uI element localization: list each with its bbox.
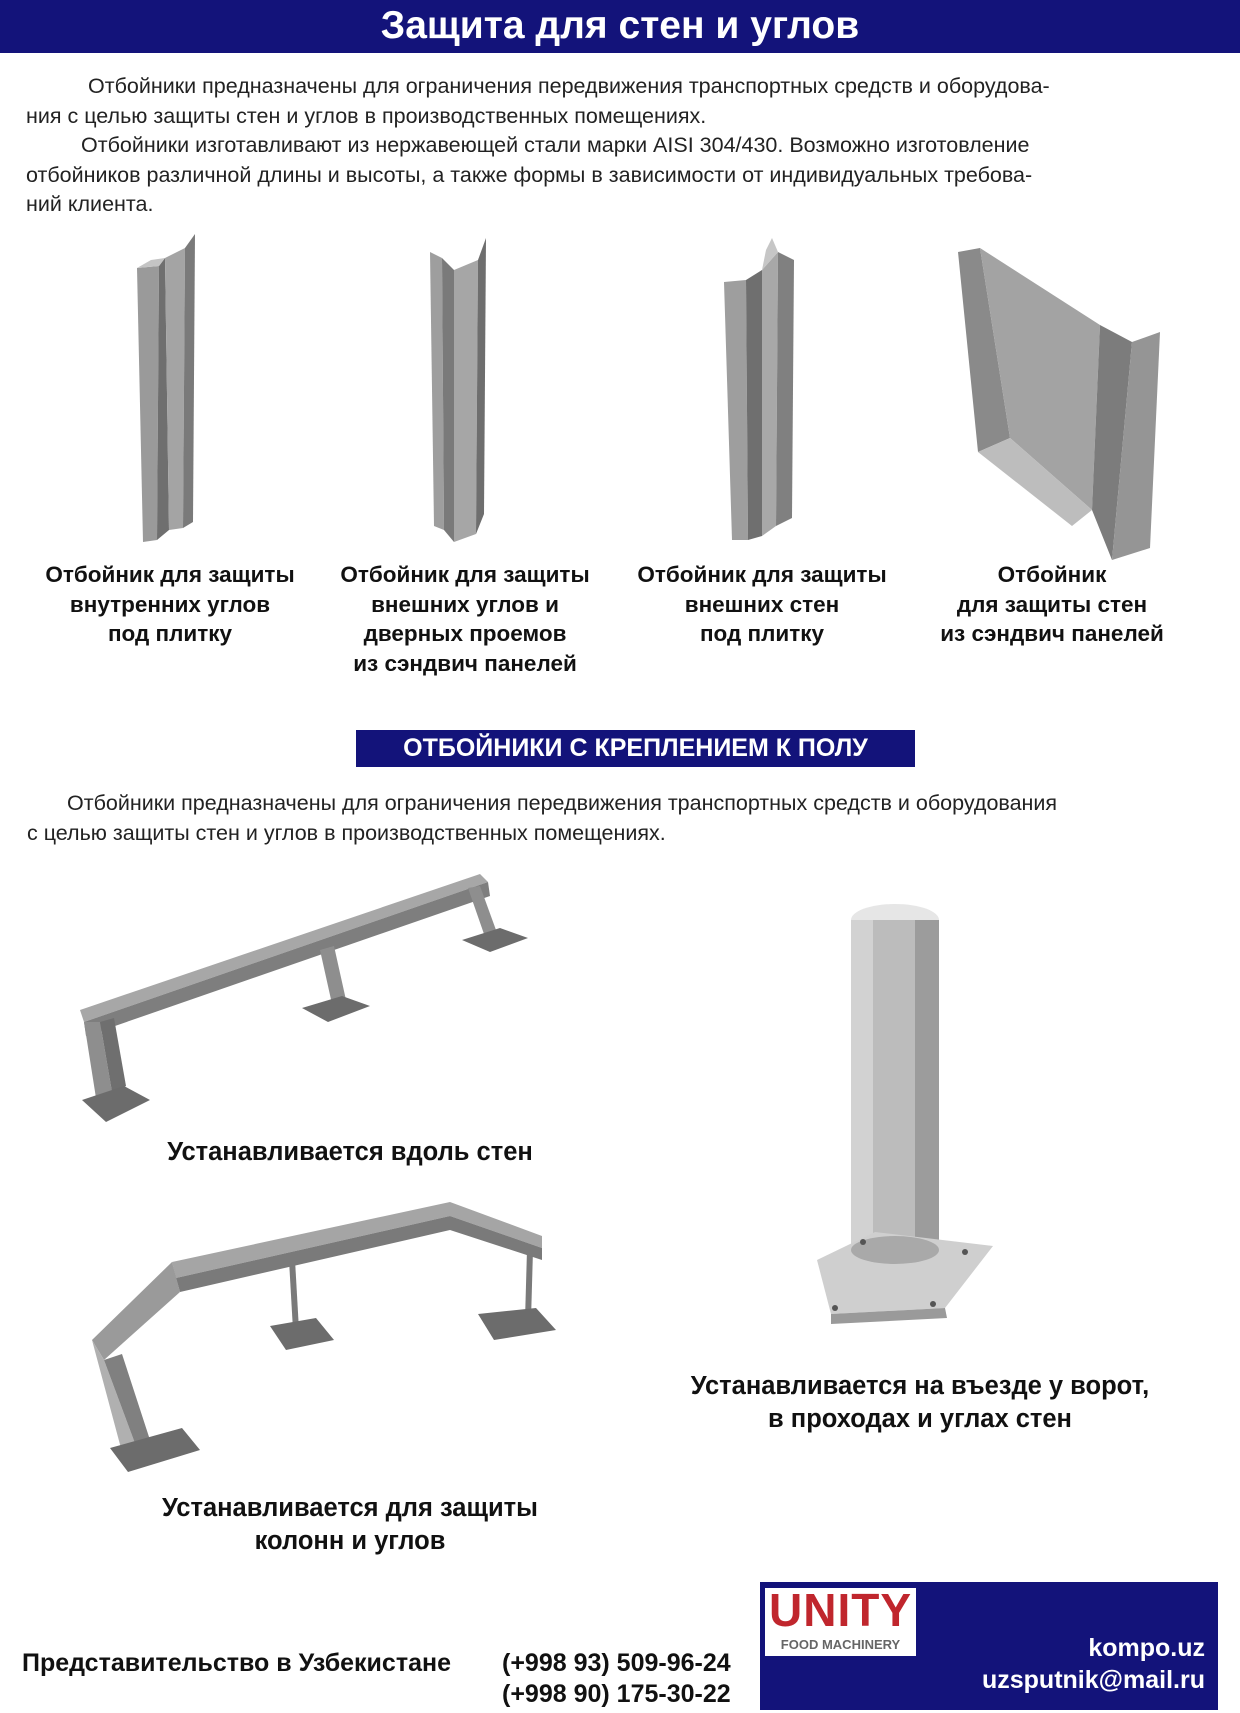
caption-line: из сэндвич панелей bbox=[940, 621, 1164, 646]
product-caption bbox=[912, 560, 1192, 649]
phone-number[interactable]: (+998 90) 175-30-22 bbox=[502, 1680, 731, 1708]
inner-corner-bumper-image bbox=[125, 230, 205, 545]
intro-line: ния с целью защиты стен и углов в производственных помещениях. bbox=[26, 103, 707, 128]
email-link[interactable]: uzsputnik@mail.ru bbox=[981, 1666, 1205, 1694]
caption-line: под плитку bbox=[699, 621, 825, 646]
logo-wordmark: UNITY bbox=[769, 1584, 912, 1636]
phone-number[interactable]: (+998 93) 509-96-24 bbox=[502, 1649, 731, 1677]
intro-paragraph bbox=[26, 72, 1050, 220]
product-caption bbox=[622, 560, 902, 649]
straight-floor-rail-image bbox=[70, 860, 570, 1130]
caption-line: внешних стен bbox=[684, 591, 840, 617]
floor-bollard-image bbox=[815, 890, 1005, 1330]
caption-line: дверных проемов bbox=[363, 621, 567, 646]
product-caption bbox=[30, 560, 310, 649]
outer-corner-bumper-image bbox=[420, 230, 500, 545]
install-caption bbox=[620, 1370, 1220, 1436]
website-link[interactable]: kompo.uz bbox=[1088, 1634, 1205, 1662]
install-line: колонн и углов bbox=[254, 1527, 446, 1555]
caption-line: Отбойник bbox=[997, 562, 1107, 587]
caption-line: внешних углов и bbox=[371, 591, 559, 617]
floor-line: с целью защиты стен и углов в производственных помещениях. bbox=[27, 820, 666, 845]
intro-line: Отбойники изготавливают из нержавеющей стали марки AISI 304/430. Возможно изготовление bbox=[81, 133, 1030, 157]
page-title: Защита для стен и углов bbox=[380, 4, 860, 47]
floor-line: Отбойники предназначены для ограничения передвижения транспортных средств и оборудования bbox=[67, 791, 1058, 815]
caption-line: внутренних углов bbox=[69, 591, 271, 617]
logo-subtitle: FOOD MACHINERY bbox=[780, 1637, 901, 1652]
caption-line: под плитку bbox=[107, 621, 233, 646]
caption-line: из сэндвич панелей bbox=[353, 650, 577, 676]
caption-line: для защиты стен bbox=[956, 591, 1148, 617]
install-line: Устанавливается вдоль стен bbox=[167, 1138, 533, 1166]
caption-line: Отбойник для защиты bbox=[340, 562, 590, 587]
intro-line: отбойников различной длины и высоты, а также формы в зависимости от индивидуальных требова- bbox=[26, 162, 1033, 187]
column-corner-rail-image bbox=[90, 1190, 600, 1490]
install-caption bbox=[70, 1492, 630, 1558]
install-line: Устанавливается на въезде у ворот, bbox=[690, 1372, 1150, 1400]
caption-line: Отбойник для защиты bbox=[45, 562, 295, 587]
intro-line: ний клиента. bbox=[26, 192, 154, 216]
intro-line: Отбойники предназначены для ограничения передвижения транспортных средств и оборудова- bbox=[88, 74, 1050, 98]
caption-line: Отбойник для защиты bbox=[637, 562, 887, 587]
install-line: в проходах и углах стен bbox=[768, 1405, 1072, 1433]
representation-label: Представительство в Узбекистане bbox=[22, 1649, 451, 1677]
outer-wall-bumper-image bbox=[720, 230, 800, 545]
sandwich-panel-wall-bumper-image bbox=[950, 230, 1170, 565]
product-caption bbox=[325, 560, 605, 678]
install-caption bbox=[70, 1136, 630, 1169]
install-line: Устанавливается для защиты bbox=[162, 1494, 538, 1522]
floor-section-paragraph bbox=[27, 789, 1057, 848]
section-heading: ОТБОЙНИКИ С КРЕПЛЕНИЕМ К ПОЛУ bbox=[403, 734, 868, 762]
